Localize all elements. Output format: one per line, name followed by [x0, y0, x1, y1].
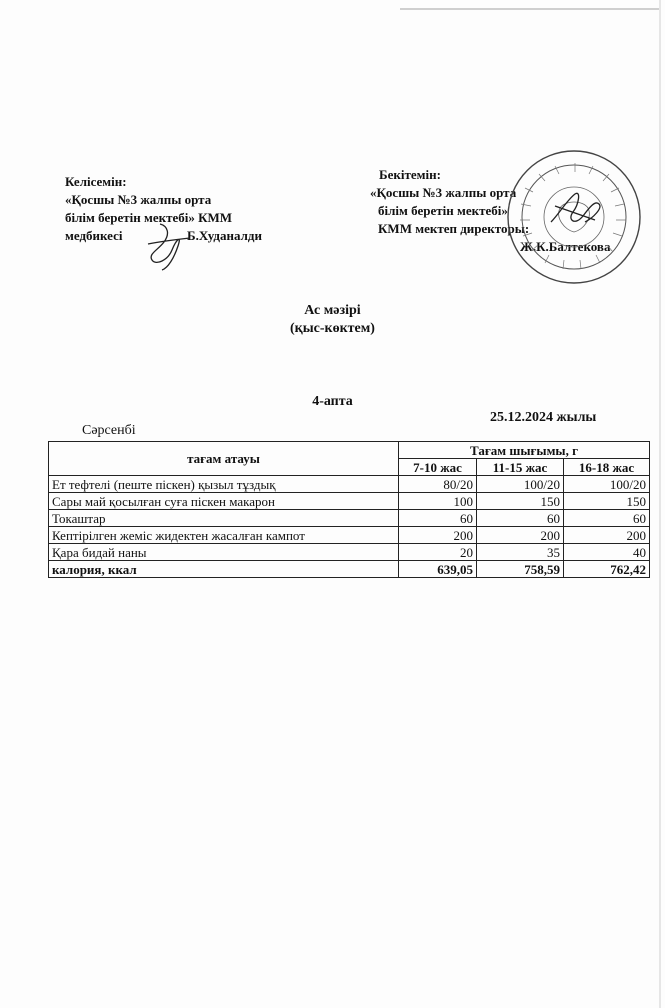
- table-header-row: [49, 442, 650, 459]
- total-value: 639,05: [399, 561, 477, 578]
- yield-value: 100/20: [564, 476, 650, 493]
- yield-value: 60: [477, 510, 564, 527]
- yield-value: 150: [477, 493, 564, 510]
- menu-season: (қыс-көктем): [290, 321, 375, 336]
- table-row: [49, 544, 650, 561]
- date-label: 25.12.2024 жылы: [490, 410, 597, 425]
- approval-right-heading: Бекітемін:: [379, 167, 441, 182]
- table-row: [49, 493, 650, 510]
- yield-value: 100/20: [477, 476, 564, 493]
- day-label: Сәрсенбі: [82, 423, 136, 438]
- nurse-signature: [138, 220, 198, 272]
- total-value: 762,42: [564, 561, 650, 578]
- dish-name: Ет тефтелі (пеште піскен) қызыл тұздық: [49, 476, 399, 493]
- table-total-row: [49, 561, 650, 578]
- director-signature: [545, 186, 605, 231]
- approval-right-line2: білім беретін мектебі»: [378, 203, 508, 218]
- yield-value: 100: [399, 493, 477, 510]
- column-header-dish: тағам атауы: [49, 442, 399, 476]
- approval-left-line1: «Қосшы №3 жалпы орта: [65, 192, 212, 207]
- approval-left-name: Б.Худаналди: [187, 228, 262, 243]
- yield-value: 150: [564, 493, 650, 510]
- yield-value: 200: [564, 527, 650, 544]
- approval-left-role: медбикесі: [65, 228, 123, 243]
- total-label: калория, ккал: [49, 561, 399, 578]
- yield-value: 200: [477, 527, 564, 544]
- approval-right-name: Ж.К.Балтекова: [520, 239, 611, 254]
- yield-value: 40: [564, 544, 650, 561]
- approval-left-line2: білім беретін мектебі» КММ: [65, 210, 233, 225]
- dish-name: Қара бидай наны: [49, 544, 399, 561]
- column-header-yield: Тағам шығымы, г: [399, 442, 650, 459]
- yield-value: 60: [399, 510, 477, 527]
- dish-name: Сары май қосылған суға піскен макарон: [49, 493, 399, 510]
- age-group-header: 7-10 жас: [399, 459, 477, 476]
- yield-value: 80/20: [399, 476, 477, 493]
- approval-right-line3: КММ мектеп директоры:: [378, 221, 530, 236]
- yield-value: 35: [477, 544, 564, 561]
- scan-edge-mark: [400, 8, 660, 10]
- yield-value: 20: [399, 544, 477, 561]
- age-group-header: 11-15 жас: [477, 459, 564, 476]
- menu-title: Ас мәзірі: [304, 303, 361, 318]
- table-row: [49, 510, 650, 527]
- yield-value: 60: [564, 510, 650, 527]
- age-group-header: 16-18 жас: [564, 459, 650, 476]
- dish-name: Кептірілген жеміс жидектен жасалған кампот: [49, 527, 399, 544]
- table-row: [49, 527, 650, 544]
- menu-table: [48, 441, 650, 578]
- scan-edge-shadow: [659, 0, 661, 1008]
- approval-right-line1: «Қосшы №3 жалпы орта: [370, 185, 517, 200]
- approval-left-heading: Келісемін:: [65, 174, 127, 189]
- yield-value: 200: [399, 527, 477, 544]
- table-row: [49, 476, 650, 493]
- week-label: 4-апта: [312, 394, 353, 409]
- dish-name: Токаштар: [49, 510, 399, 527]
- total-value: 758,59: [477, 561, 564, 578]
